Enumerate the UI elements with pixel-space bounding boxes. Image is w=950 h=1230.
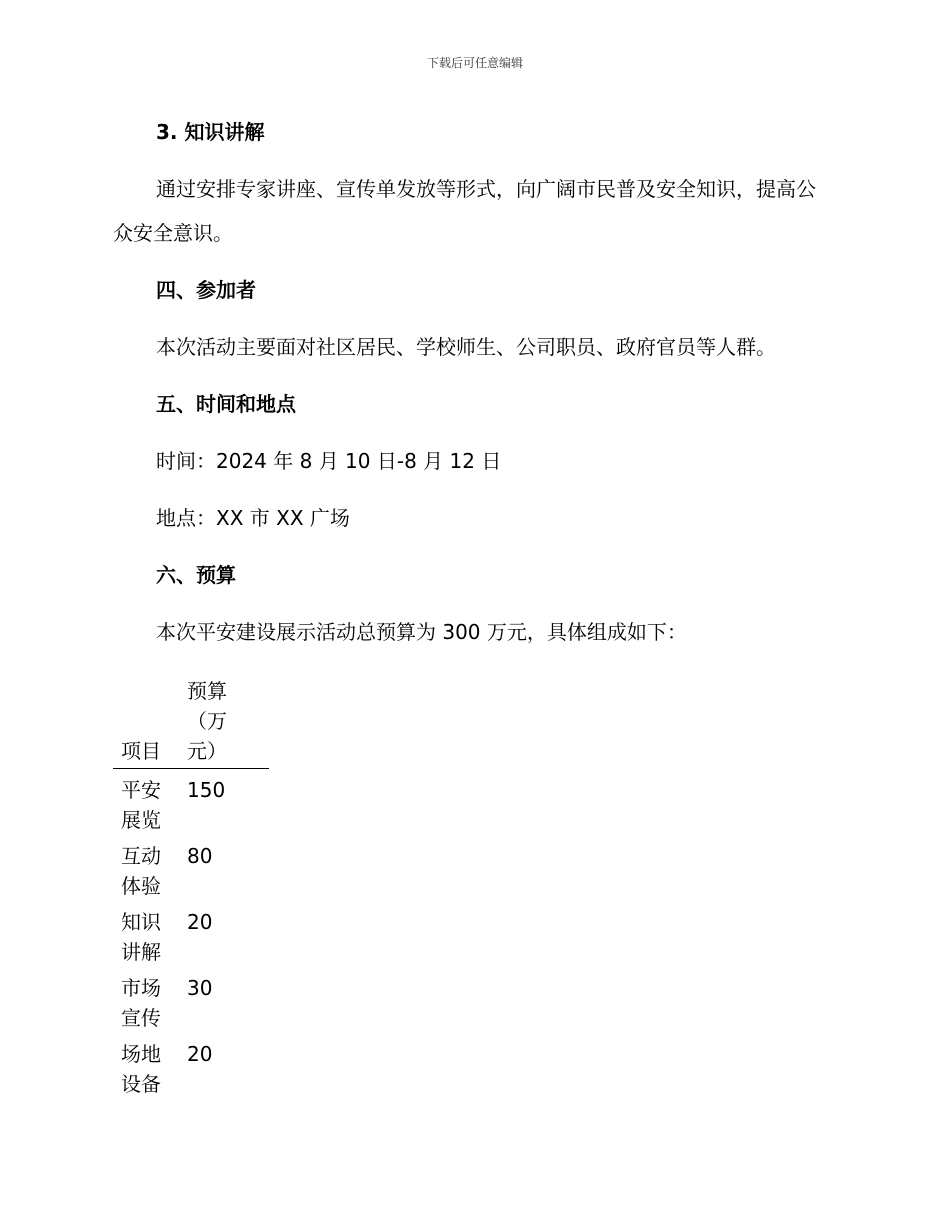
table-row xyxy=(113,835,269,901)
budget-amount-cell: 150 xyxy=(187,778,226,802)
section-heading-time-place: 五、时间和地点 xyxy=(156,392,296,416)
paragraph-knowledge: 通过安排专家讲座、宣传单发放等形式，向广阔市民普及安全知识，提高公众安全意识。 xyxy=(113,177,816,245)
table-row xyxy=(113,901,269,967)
budget-header-amount-text: 预算（万元） xyxy=(187,679,227,763)
table-row xyxy=(113,769,269,836)
budget-item-cell: 知识讲解 xyxy=(121,910,161,964)
budget-table xyxy=(113,676,269,1099)
budget-table-header-row xyxy=(113,676,269,769)
budget-header-amount xyxy=(187,676,269,769)
budget-amount-cell: 20 xyxy=(187,1042,213,1066)
budget-amount-cell: 30 xyxy=(187,976,213,1000)
document-body xyxy=(113,110,833,667)
budget-item-cell: 场地设备 xyxy=(121,1042,161,1096)
budget-amount-cell: 80 xyxy=(187,844,213,868)
table-row xyxy=(113,1033,269,1099)
budget-item-cell: 互动体验 xyxy=(121,844,161,898)
section-heading-knowledge: 3. 知识讲解 xyxy=(156,120,265,144)
budget-amount-cell: 20 xyxy=(187,910,213,934)
paragraph-budget: 本次平安建设展示活动总预算为 300 万元，具体组成如下： xyxy=(156,620,687,644)
paragraph-time: 时间：2024 年 8 月 10 日-8 月 12 日 xyxy=(156,449,502,473)
page-header-note: 下载后可任意编辑 xyxy=(426,56,523,70)
budget-item-cell: 平安展览 xyxy=(121,778,161,832)
paragraph-participants: 本次活动主要面对社区居民、学校师生、公司职员、政府官员等人群。 xyxy=(156,335,776,359)
budget-header-item xyxy=(113,676,187,769)
budget-item-cell: 市场宣传 xyxy=(121,976,161,1030)
table-row xyxy=(113,967,269,1033)
paragraph-place: 地点：XX 市 XX 广场 xyxy=(156,506,350,530)
section-heading-budget: 六、预算 xyxy=(156,563,236,587)
section-heading-participants: 四、参加者 xyxy=(156,278,256,302)
budget-header-item-text: 项目 xyxy=(121,739,161,763)
